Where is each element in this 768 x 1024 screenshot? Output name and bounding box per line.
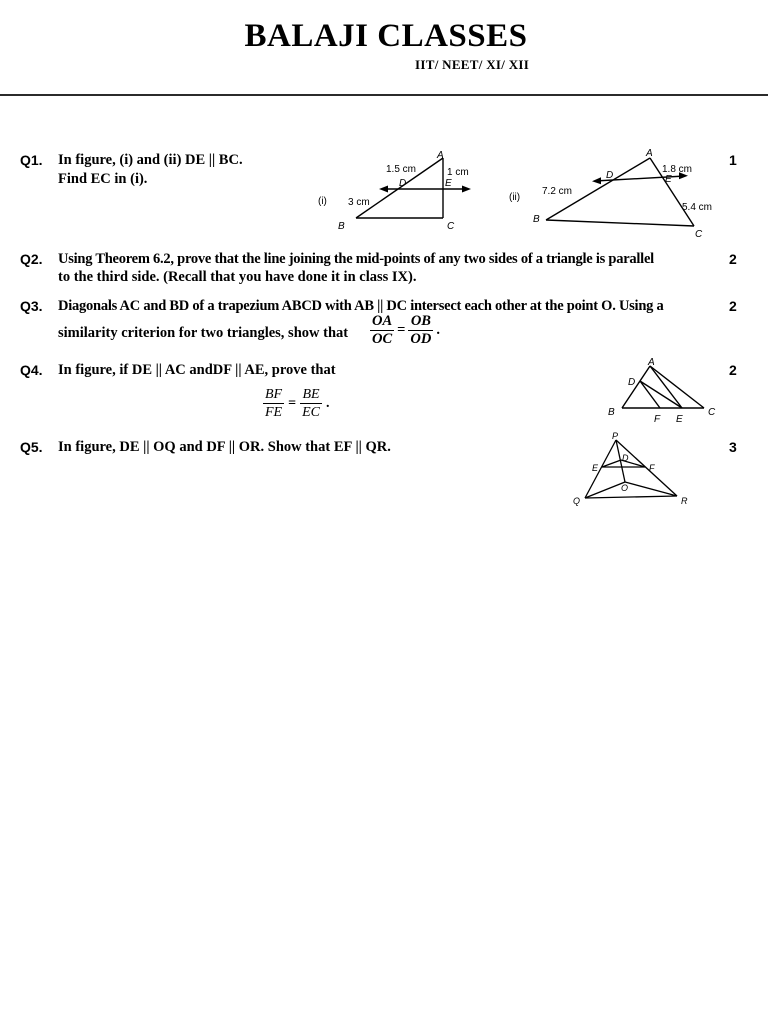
vertex-label-a: A: [646, 148, 653, 159]
page-subtitle: IIT/ NEET/ XI/ XII: [415, 57, 530, 72]
vertex-label-q: Q: [573, 496, 581, 506]
period: .: [436, 322, 440, 338]
triangle-side-ab: [622, 366, 650, 408]
page-title: BALAJI CLASSES: [244, 18, 528, 54]
question-5-marks: 3: [729, 439, 737, 455]
vertex-label-c: C: [447, 221, 455, 232]
question-1-figure-ii: [500, 144, 730, 240]
vertex-label-d: D: [628, 377, 636, 388]
arrowhead-left-icon: [379, 186, 388, 193]
vertex-label-d: D: [622, 453, 629, 463]
question-4-equation: [263, 386, 329, 421]
segment-de: [640, 381, 682, 408]
vertex-label-e: E: [592, 463, 599, 473]
segment-df: [640, 381, 660, 408]
fraction-oa-oc: [370, 313, 394, 348]
equals-sign: =: [288, 396, 297, 411]
figure-tag-ii: (ii): [509, 192, 521, 203]
fraction-denominator: FE: [265, 405, 283, 420]
fraction-numerator: OA: [372, 313, 393, 329]
fraction-numerator: BE: [300, 386, 322, 404]
measure-bd: 7.2 cm: [542, 186, 573, 197]
question-2-number: Q2.: [20, 251, 43, 267]
measure-db: 3 cm: [348, 197, 370, 208]
question-3-equation: [370, 313, 440, 348]
question-3-marks: 2: [729, 298, 737, 314]
triangle-side-qr: [585, 496, 677, 498]
vertex-label-f: F: [654, 414, 661, 425]
measure-ec: 5.4 cm: [682, 202, 713, 213]
vertex-label-e: E: [665, 174, 672, 185]
question-5-number: Q5.: [20, 439, 43, 455]
fraction-numerator: OB: [408, 313, 433, 331]
vertex-label-d: D: [399, 178, 407, 189]
period: .: [325, 396, 330, 411]
vertex-label-e: E: [445, 178, 452, 189]
question-1-text-line-1: In figure, (i) and (ii) DE || BC.: [58, 152, 243, 168]
arrowhead-right-icon: [462, 186, 471, 193]
question-1-number: Q1.: [20, 152, 43, 168]
vertex-label-o: O: [621, 483, 629, 493]
vertex-label-f: F: [649, 463, 655, 473]
vertex-label-b: B: [608, 407, 615, 418]
vertex-label-e: E: [676, 414, 683, 425]
fraction-denominator: EC: [302, 405, 320, 420]
measure-ad: 1.5 cm: [386, 164, 417, 175]
fraction-denominator: OC: [372, 331, 393, 347]
question-4-figure: [600, 352, 720, 427]
question-5-figure: [566, 428, 696, 510]
vertex-label-b: B: [338, 221, 345, 232]
fraction-denominator: OD: [410, 331, 432, 347]
fraction-be-ec: [300, 386, 322, 421]
question-3-text-line-1: Diagonals AC and BD of a trapezium ABCD with AB || DC intersect each other at the point O. Using a: [58, 298, 664, 314]
fraction-numerator: BF: [265, 387, 283, 402]
triangle-side-bc: [546, 220, 694, 226]
header-divider: [0, 94, 768, 96]
question-5-text-line-1: In figure, DE || OQ and DF || OR. Show that EF || QR.: [58, 439, 391, 455]
question-2-text-line-2: to the third side. (Recall that you have done it in class IX).: [58, 269, 417, 285]
question-1-marks: 1: [729, 152, 737, 168]
question-3-number: Q3.: [20, 298, 43, 314]
vertex-label-b: B: [533, 214, 540, 225]
vertex-label-p: P: [612, 431, 619, 441]
question-2-text-line-1: Using Theorem 6.2, prove that the line joining the mid-points of any two sides of a triangle is parallel: [58, 251, 654, 267]
vertex-label-d: D: [606, 170, 614, 181]
vertex-label-a: A: [648, 357, 655, 368]
vertex-label-c: C: [708, 407, 716, 418]
equals-sign: =: [397, 322, 406, 338]
fraction-ob-od: [408, 313, 433, 348]
measure-ae: 1 cm: [447, 167, 469, 178]
question-4-text-line-1: In figure, if DE || AC andDF || AE, prove that: [58, 362, 336, 378]
vertex-label-a: A: [437, 150, 444, 161]
question-3-text-line-2: similarity criterion for two triangles, show that: [58, 325, 349, 341]
triangle-side-pq: [585, 440, 616, 498]
arrowhead-left-icon: [592, 177, 601, 184]
figure-tag-i: (i): [318, 196, 327, 207]
fraction-bf-fe: [263, 386, 284, 421]
question-2-marks: 2: [729, 251, 737, 267]
measure-ae: 1.8 cm: [662, 164, 693, 175]
vertex-label-r: R: [681, 496, 688, 506]
segment-oq: [585, 482, 625, 498]
question-4-marks: 2: [729, 362, 737, 378]
question-4-number: Q4.: [20, 362, 43, 378]
vertex-label-c: C: [695, 229, 703, 240]
question-1-figure-i: [300, 148, 480, 234]
question-1-text-line-2: Find EC in (i).: [58, 171, 148, 187]
